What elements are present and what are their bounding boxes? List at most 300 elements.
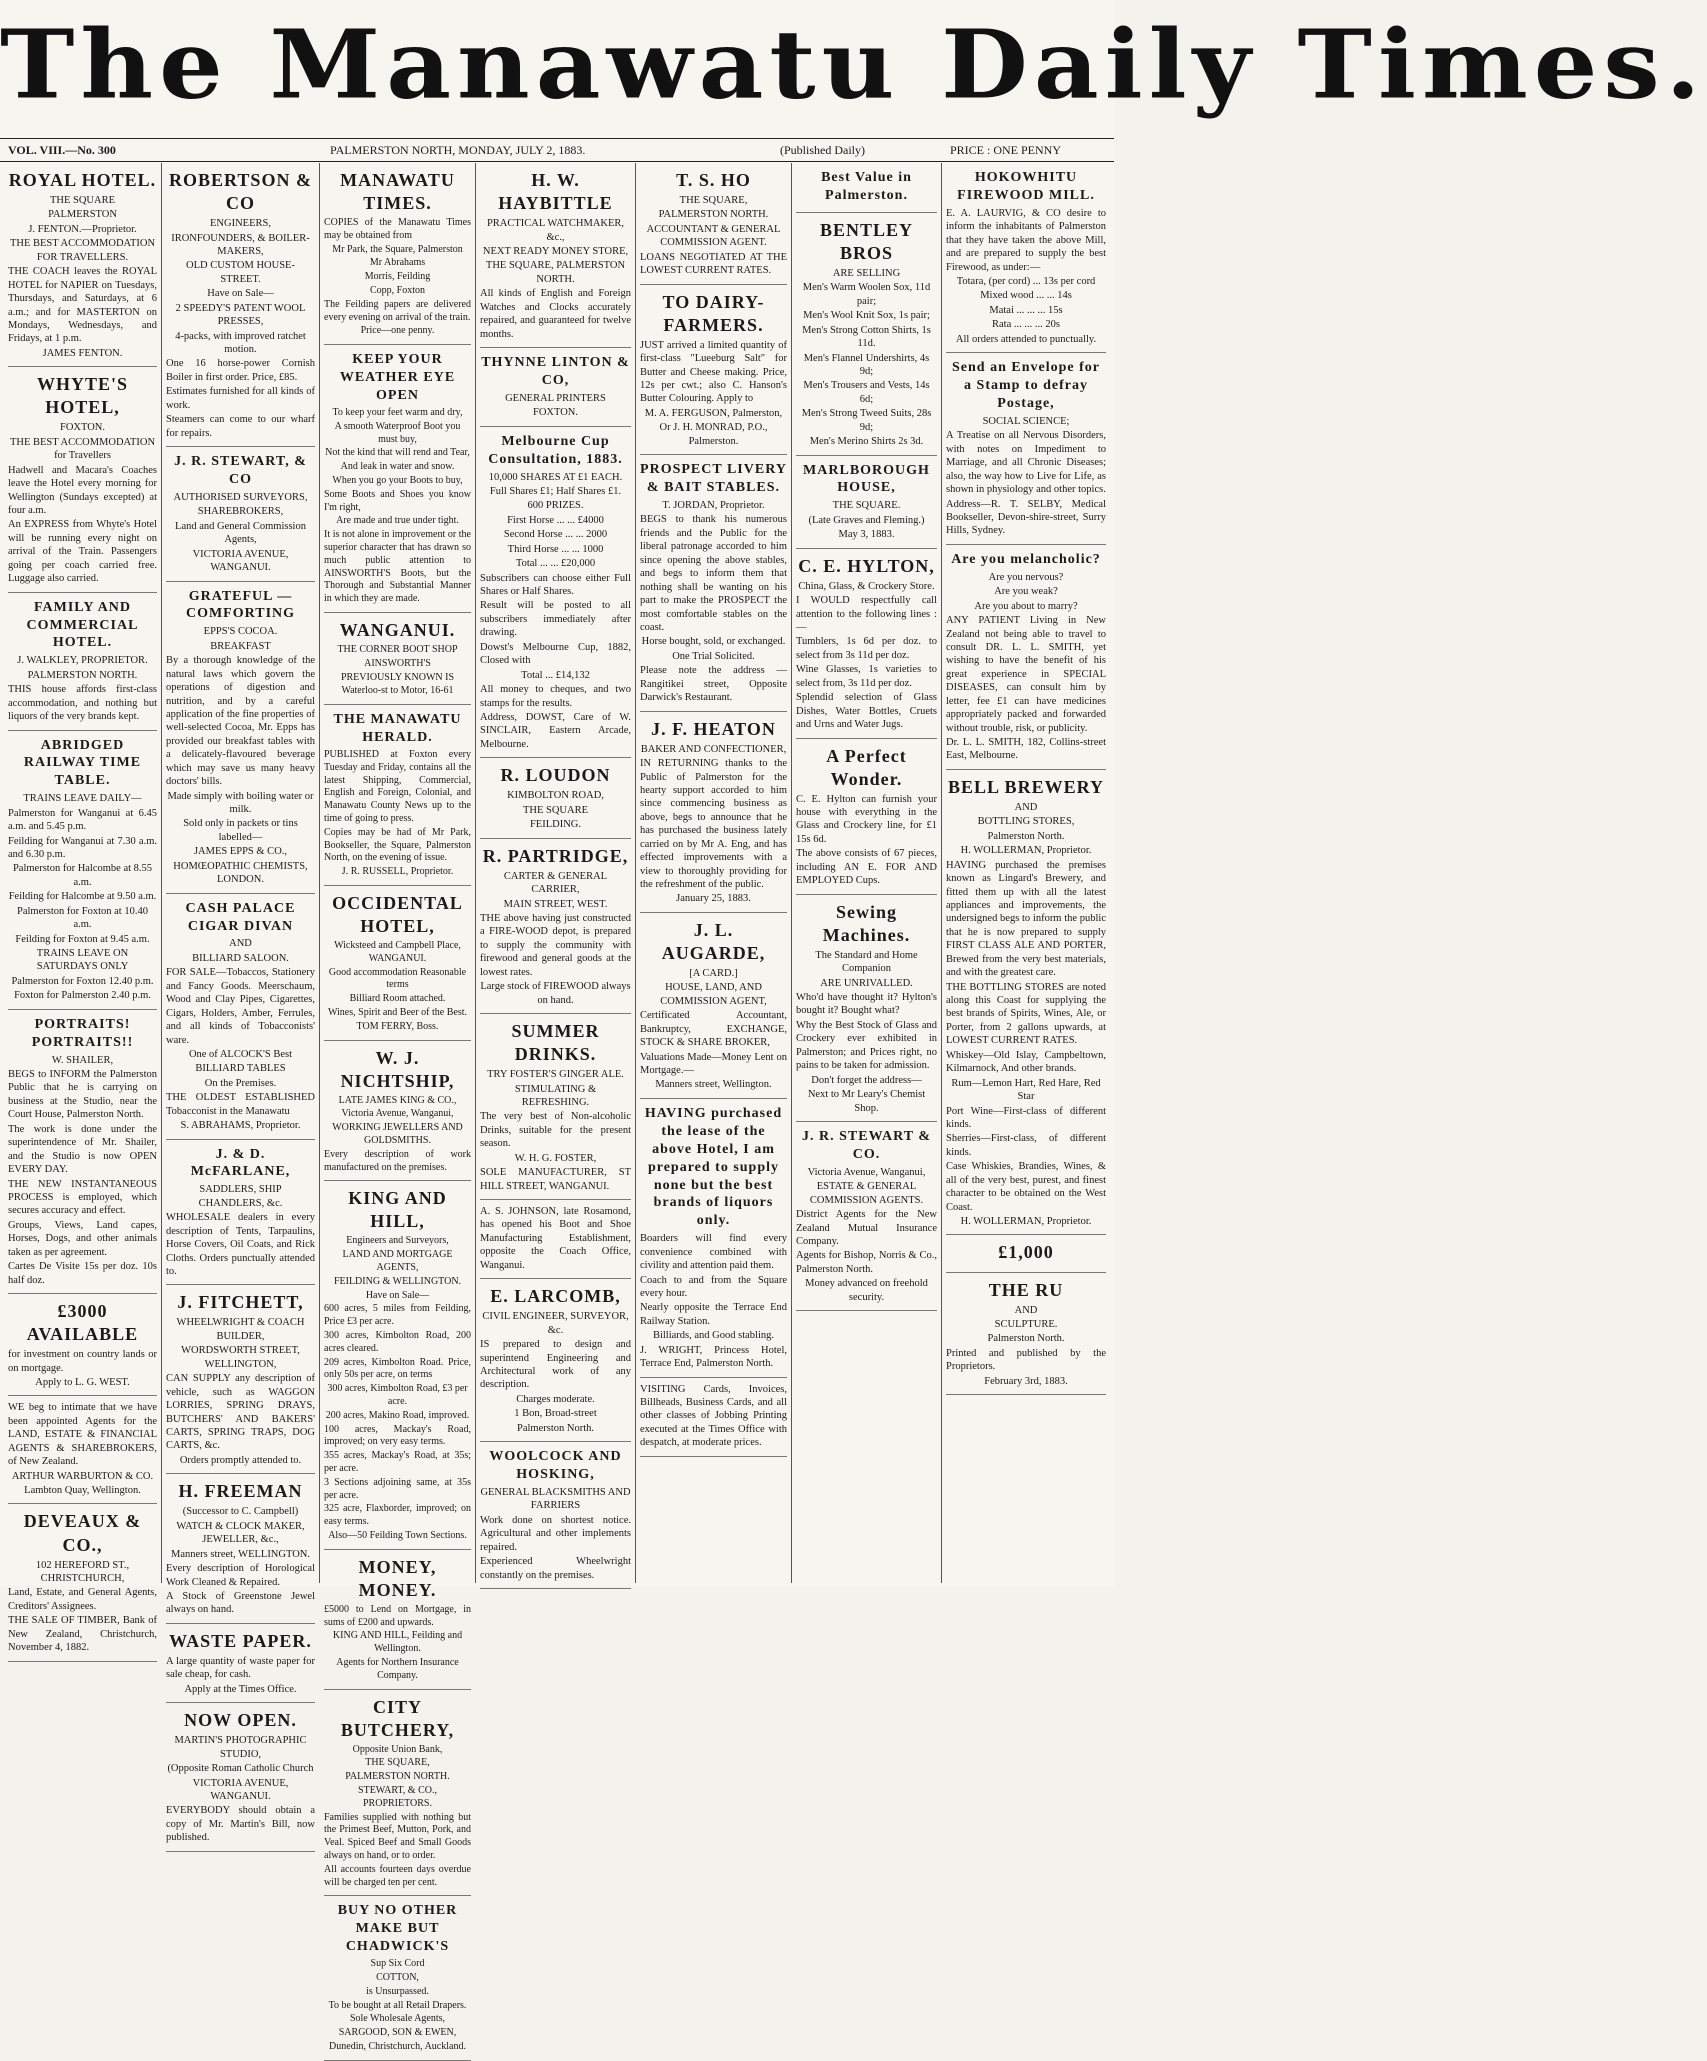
ad-text: Palmerston for Foxton 12.40 p.m. (11, 975, 154, 987)
ad-heading: HOKOWHITU FIREWOOD MILL. (957, 170, 1095, 203)
ad-text: And leak in water and snow. (340, 461, 455, 473)
ad-text: IN RETURNING thanks to the Public of Palmerston for the hearty support accorded to him since commencing business as above, begs to announce that he has purchased the business lately carried on by Mr A. Eng, and has effected improvements with a view to thoroughly providing for the refreshment of the public. (640, 758, 787, 890)
ad-text: THIS house affords first-class accommodation, and nothing but liquors of the very brands kept. (8, 684, 157, 723)
ad-text: WORDSWORTH STREET, WELLINGTON, (181, 1345, 300, 1370)
ad-text: 355 acres, Mackay's Road, at 35s; per acre. (324, 1450, 471, 1474)
ad-text: Men's Merino Shirts 2s 3d. (809, 436, 924, 448)
ad-text: SARGOOD, SON & EWEN, (338, 2027, 457, 2039)
ad-text: THE above having just constructed a FIRE-WOOD depot, is prepared to supply the community with firewood and general goods at the lowest rates. (480, 912, 631, 978)
ad-text: ARE SELLING (832, 267, 901, 279)
ad-text: (Opposite Roman Catholic Church (167, 1763, 314, 1775)
ad-text: Apply at the Times Office. (184, 1683, 297, 1695)
ad-heading: BENTLEY BROS (819, 219, 914, 263)
ad-text: One 16 horse-power Cornish Boiler in first order. Price, £85. (166, 358, 315, 383)
ad-text: FEILDING & WELLINGTON. (333, 1275, 462, 1287)
ad-text: Wicksteed and Campbell Place, WANGANUI. (334, 939, 461, 964)
ad-text: Every description of work manufactured on the premises. (324, 1148, 471, 1173)
ad-text: I WOULD respectfully call attention to the following lines :— (796, 595, 937, 634)
ad-text: Palmerston for Foxton at 10.40 a.m. (17, 905, 148, 931)
ad-heading: DEVEAUX & CO., (23, 1511, 142, 1555)
ad-text: ARE UNRIVALLED. (820, 977, 913, 989)
advertisement (324, 1550, 471, 1690)
ad-text: C. E. Hylton can furnish your house with everything in the Glass and Crockery line, for £1 15s 6d. (796, 793, 937, 845)
ad-heading: J. L. AUGARDE, (661, 919, 766, 963)
ad-text: BAKER AND CONFECTIONER, (640, 743, 787, 755)
ad-text: Have on Sale— (207, 288, 274, 300)
ad-text: BEGS to INFORM the Palmerston Public that he is carrying on business at the Studio, near the Court House, Palmerston North. (8, 1069, 157, 1121)
ad-text: W. H. G. FOSTER, (514, 1152, 597, 1164)
ad-text: AND (1014, 801, 1038, 813)
advertisement (8, 731, 157, 1010)
ad-text: 2 SPEEDY'S PATENT WOOL PRESSES, (175, 302, 306, 328)
ad-text: Dowst's Melbourne Cup, 1882, Closed with (480, 641, 631, 667)
ad-text: LAND AND MORTGAGE AGENTS, (342, 1249, 453, 1274)
ad-text: THE SQUARE, (365, 1757, 430, 1769)
advertisement (324, 705, 471, 886)
ad-heading: ROBERTSON & CO (169, 170, 312, 214)
ad-heading: T. S. HO (676, 170, 751, 190)
ad-text: EPPS'S COCOA. (203, 626, 278, 638)
column-7 (942, 163, 1110, 1583)
ad-heading: J. FITCHETT, (177, 1292, 304, 1313)
ad-text: Sold only in packets or tins labelled— (183, 818, 298, 843)
ad-text: The above consists of 67 pieces, including AN E. FOR AND EMPLOYED Cups. (796, 848, 937, 887)
column-6 (792, 163, 942, 1583)
ad-heading: WOOLCOCK AND HOSKING, (489, 1449, 622, 1483)
advertisement (324, 163, 471, 345)
ad-text: Who'd have thought it? Hylton's bought it? Bought what? (796, 992, 937, 1017)
advertisement (324, 1181, 471, 1549)
ad-text: FOR SALE—Tobaccos, Stationery and Fancy Goods. Meerschaum, Wood and Clay Pipes, Cigarettes, Cigars, Holders, Amber, Ferrules, and all kinds of Tobacconists' ware. (166, 967, 315, 1046)
ad-text: PALMERSTON NORTH. (658, 209, 769, 221)
ad-text: The Standard and Home Companion (815, 949, 918, 975)
ad-text: China, Glass, & Crockery Store. (798, 580, 935, 592)
ad-text: Are you about to marry? (974, 600, 1078, 612)
ad-text: GENERAL PRINTERS (505, 392, 606, 404)
ad-heading: Melbourne Cup Consultation, 1883. (488, 433, 623, 467)
ad-text: LATE JAMES KING & CO., (338, 1094, 457, 1106)
ad-heading: SUMMER DRINKS. (511, 1021, 600, 1065)
ad-text: Experienced Wheelwright constantly on the premises. (480, 1556, 631, 1581)
published-note: (Published Daily) (780, 143, 865, 157)
ad-text: It is not alone in improvement or the superior character that has drawn so much public attention to AINSWORTH'S Boots, but the Thorough and Substantial Manner in which they are made. (324, 529, 471, 605)
ad-text: Orders promptly attended to. (179, 1454, 302, 1466)
ad-text: THE SALE OF TIMBER, Bank of New Zealand, Christchurch, November 4, 1882. (8, 1615, 157, 1654)
ad-text: Morris, Feilding (364, 271, 431, 283)
ad-text: SCULPTURE. (994, 1318, 1058, 1330)
ad-text: Totara, (per cord) ... 13s per cord (956, 276, 1096, 287)
ad-text: Port Wine—First-class of different kinds. (946, 1105, 1106, 1130)
ad-text: All money to cheques, and two stamps for the results. (480, 684, 631, 709)
advertisement (166, 447, 315, 581)
ad-text: WHOLESALE dealers in every description of Tents, Tarpaulins, Horse Covers, Oil Coats, and Rick Cloths. Orders punctually attended to. (166, 1212, 315, 1277)
ad-text: THE BEST ACCOMMODATION for Travellers (9, 436, 156, 462)
ad-text: Mr Park, the Square, Palmerston (332, 243, 463, 255)
ad-text: Are you nervous? (988, 571, 1064, 583)
advertisement (8, 1294, 157, 1396)
ad-text: To be bought at all Retail Drapers. (328, 1999, 467, 2011)
ad-text: MARTIN'S PHOTOGRAPHIC STUDIO, (174, 1735, 307, 1760)
ad-text: FEILDING. (529, 819, 582, 831)
ad-text: Land, Estate, and General Agents, Creditors' Assignees. (8, 1587, 157, 1612)
ad-text: H. WOLLERMAN, Proprietor. (960, 1216, 1092, 1228)
ad-text: Second Horse ... ... 2000 (503, 529, 608, 541)
ad-heading: MONEY, MONEY. (358, 1556, 437, 1600)
ad-text: IRONFOUNDERS, & BOILER-MAKERS, (171, 232, 310, 257)
ad-text: February 3rd, 1883. (984, 1375, 1068, 1387)
ad-text: Why the Best Stock of Glass and Crockery ever exhibited in Palmerston; and Prices right, no pains to be taken for admission. (796, 1019, 937, 1072)
ad-text: By a thorough knowledge of the natural laws which govern the operations of digestion and nutrition, and by a careful application of the fine properties of well-selected Cocoa, Mr. Epps has provided our breakfast tables with a delicately-flavoured beverage which may save us many heavy doctors' bills. (166, 655, 315, 788)
ad-text: SOCIAL SCIENCE; (982, 415, 1070, 427)
ad-text: THE NEW INSTANTANEOUS PROCESS is employed, which secures accuracy and effect. (8, 1178, 157, 1217)
ad-heading: R. LOUDON (500, 765, 611, 786)
ad-text: One Trial Solicited. (672, 650, 755, 662)
ad-text: Total ... ... £20,000 (515, 558, 596, 570)
ad-text: 300 acres, Kimbolton Road, £3 per acre. (327, 1383, 468, 1408)
ad-heading: CASH PALACE CIGAR DIVAN (185, 900, 296, 934)
ad-text: All kinds of English and Foreign Watches and Clocks accurately repaired, and guaranteed for twelve months. (480, 288, 631, 340)
ad-heading: ROYAL HOTEL. (8, 170, 157, 190)
advertisement (480, 1014, 631, 1200)
ad-text: Also—50 Feilding Town Sections. (328, 1529, 467, 1541)
column-4 (476, 163, 636, 1583)
ad-text: Feilding for Halcombe at 9.50 a.m. (8, 891, 157, 903)
ad-heading: C. E. HYLTON, (798, 555, 935, 576)
ad-text: Manners street, WELLINGTON. (171, 1548, 310, 1560)
ad-heading: WHYTE'S HOTEL, (36, 374, 129, 418)
ad-heading: FAMILY AND COMMERCIAL HOTEL. (26, 599, 139, 651)
advertisement (640, 1099, 787, 1378)
advertisement (8, 1396, 157, 1504)
ad-text: Case Whiskies, Brandies, Wines, & all of the very best, purest, and finest character to be obtained on the West Coast. (946, 1161, 1106, 1213)
ad-text: KIMBOLTON ROAD, (507, 790, 604, 802)
ad-text: THE SQUARE, PALMERSTON NORTH. (485, 260, 626, 285)
ad-text: Men's Trousers and Vests, 14s 6d; (803, 380, 930, 405)
ad-text: Apply to L. G. WEST. (35, 1376, 130, 1388)
advertisement (946, 163, 1106, 353)
advertisement (324, 345, 471, 613)
column-5 (636, 163, 792, 1583)
ad-text: WORKING JEWELLERS AND GOLDSMITHS. (332, 1122, 463, 1146)
ad-text: Printed and published by the Proprietors. (946, 1347, 1106, 1373)
ad-heading: ABRIDGED RAILWAY TIME TABLE. (23, 737, 142, 789)
ad-text: JAMES FENTON. (42, 347, 123, 359)
advertisement (166, 582, 315, 894)
ad-text: Agents for Northern Insurance Company. (336, 1657, 459, 1681)
ad-text: May 3, 1883. (838, 529, 895, 541)
ad-text: Opposite Union Bank, (352, 1743, 443, 1755)
ad-text: 200 acres, Makino Road, improved. (325, 1409, 470, 1421)
ad-text: CAN SUPPLY any description of vehicle, such as WAGGON LORRIES, SPRING DRAYS, BUTCHERS' AND BAKERS' CARTS, SPRING TRAPS, DOG CARTS, &c. (166, 1373, 315, 1452)
ad-text: 1 Bon, Broad-street (514, 1408, 597, 1420)
ad-text: Charges moderate. (516, 1393, 595, 1405)
ad-text: Feilding for Wanganui at 7.30 a.m. and 6.30 p.m. (8, 835, 157, 860)
ad-text: Certificated Accountant, Bankruptcy, EXCHANGE, STOCK & SHARE BROKER, (640, 1010, 787, 1049)
ad-text: When you go your Boots to buy, (332, 474, 463, 486)
ad-text: Hadwell and Macara's Coaches leave the Hotel every morning for Wellington (Sundays excepted) at four a.m. (8, 464, 157, 516)
ad-heading: BELL BREWERY (948, 776, 1104, 797)
advertisement (946, 770, 1106, 1236)
ad-heading: H. FREEMAN (178, 1481, 303, 1502)
ad-text: IS prepared to design and superintend Engineering and Architectural work of any description. (480, 1339, 631, 1391)
ad-text: Wine Glasses, 1s varieties to select from, 3s 11d per doz. (796, 664, 937, 689)
ad-text: M. A. FERGUSON, Palmerston, (644, 407, 783, 419)
ad-text: Wines, Spirit and Beer of the Best. (327, 1006, 467, 1018)
ad-text: Money advanced on freehold security. (805, 1278, 928, 1303)
ad-text: 600 PRIZES. (527, 500, 584, 512)
ad-text: Feilding for Foxton at 9.45 a.m. (15, 933, 150, 945)
ad-heading: KEEP YOUR WEATHER EYE OPEN (339, 352, 456, 404)
ad-text: THE SQUARE (522, 804, 589, 816)
advertisement (166, 1474, 315, 1624)
ad-heading: WASTE PAPER. (169, 1630, 312, 1651)
advertisement (480, 348, 631, 427)
advertisement (480, 839, 631, 1014)
ad-text: Lambton Quay, Wellington. (24, 1485, 141, 1497)
column-1 (4, 163, 162, 1654)
ad-text: TRAINS LEAVE ON SATURDAYS ONLY (36, 948, 129, 973)
advertisement (480, 1442, 631, 1589)
ad-text: AND (229, 938, 252, 950)
ad-text: Palmerston North. (987, 830, 1065, 842)
advertisement (640, 163, 787, 285)
ad-text: HOUSE, LAND, AND COMMISSION AGENT, (660, 982, 767, 1007)
advertisement (640, 1378, 787, 1457)
ad-text: Copp, Foxton (369, 285, 425, 297)
ad-text: WATCH & CLOCK MAKER, JEWELLER, &c., (176, 1520, 305, 1546)
advertisement (166, 1703, 315, 1852)
dateline (0, 138, 1114, 162)
ad-text: To keep your feet warm and dry, (332, 406, 463, 418)
ad-text: JUST arrived a limited quantity of first-class "Lueeburg Salt" for Butter and Cheese making. Price, 12s per cwt.; also C. Hanson's Butter Colouring. Apply to (640, 339, 787, 405)
ad-text: TOM FERRY, Boss. (356, 1020, 439, 1032)
ad-text: THE BEST ACCOMMODATION FOR TRAVELLERS. (9, 238, 156, 263)
ad-text: Sup Six Cord (370, 1958, 425, 1970)
ad-text: THE BOTTLING STORES are noted along this Coast for supplying the best brands of Spirits, Wines, Ale, or Porter, from 2 gallons upwards, at LOWEST CURRENT RATES. (946, 981, 1106, 1047)
ad-heading: THYNNE LINTON & CO, (481, 355, 630, 388)
ad-text: Dr. L. L. SMITH, 182, Collins-street East, Melbourne. (946, 737, 1106, 762)
advertisement (324, 613, 471, 705)
ad-heading: £3000 AVAILABLE (26, 1301, 139, 1345)
ad-text: Dunedin, Christchurch, Auckland. (329, 2040, 466, 2052)
ad-heading: PROSPECT LIVERY & BAIT STABLES. (640, 462, 787, 496)
ad-text: Full Shares £1; Half Shares £1. (489, 485, 622, 497)
advertisement (796, 1122, 937, 1311)
ad-text: NEXT READY MONEY STORE, (482, 245, 629, 257)
ad-text: The Feilding papers are delivered every evening on arrival of the train. (324, 298, 471, 323)
ad-heading: W. J. NICHTSHIP, (340, 1047, 455, 1091)
ad-text: 209 acres, Kimbolton Road. Price, only 50s per acre, on terms (324, 1356, 471, 1381)
ad-text: Boarders will find every convenience combined with civility and attention paid them. (640, 1233, 787, 1272)
ad-text: VISITING Cards, Invoices, Billheads, Business Cards, and all other classes of Jobbing Printing executed at the Times Office with despatch, at moderate prices. (640, 1383, 787, 1449)
ad-text: Not the kind that will rend and Tear, (325, 447, 470, 459)
advertisement (946, 545, 1106, 770)
ad-text: LOANS NEGOTIATED AT THE LOWEST CURRENT RATES. (640, 251, 787, 277)
ad-text: W. SHAILER, (51, 1054, 114, 1066)
advertisement (166, 163, 315, 447)
ad-text: Third Horse ... ... 1000 (507, 543, 604, 555)
ad-text: is Unsurpassed. (366, 1985, 429, 1997)
ad-text: COPIES of the Manawatu Times may be obtained from (324, 217, 471, 241)
ad-text: Cartes De Visite 15s per doz. 10s half doz. (8, 1261, 157, 1286)
advertisement (480, 427, 631, 759)
ad-text: H. WOLLERMAN, Proprietor. (960, 845, 1092, 857)
place-date: PALMERSTON NORTH, MONDAY, JULY 2, 1883. (330, 143, 586, 157)
ad-text: J. WRIGHT, Princess Hotel, Terrace End, Palmerston North. (640, 1344, 787, 1370)
ad-text: SOLE MANUFACTURER, ST HILL STREET, WANGANUI. (480, 1167, 631, 1192)
ad-text: THE SQUARE, (679, 195, 748, 207)
advertisement (640, 913, 787, 1099)
ad-text: Palmerston North. (987, 1333, 1065, 1345)
ad-text: VICTORIA AVENUE, WANGANUI. (192, 548, 289, 574)
advertisement (324, 886, 471, 1041)
ad-text: Result will be posted to all subscribers immediately after drawing. (480, 600, 631, 639)
ad-text: (Late Graves and Fleming.) (808, 514, 925, 526)
ad-text: THE SQUARE. (832, 500, 901, 512)
ad-text: [A CARD.] (689, 967, 738, 979)
ad-heading: THE MANAWATU HERALD. (333, 712, 462, 746)
advertisement (640, 285, 787, 456)
ad-heading: Send an Envelope for a Stamp to defray Postage, (952, 360, 1100, 411)
ad-text: Sole Wholesale Agents, (349, 2013, 446, 2025)
ad-text: Please note the address — Rangitikei street, Opposite Darwick's Restaurant. (640, 665, 787, 704)
ad-text: J. FENTON.—Proprietor. (28, 223, 137, 235)
ad-text: ESTATE & GENERAL COMMISSION AGENTS. (809, 1181, 924, 1206)
ad-text: ACCOUNTANT & GENERAL COMMISSION AGENT. (646, 223, 781, 249)
ad-text: E. A. LAURVIG, & CO desire to inform the inhabitants of Palmerston that they have taken the above Mill, and are prepared to supply the best Firewood, as under:— (946, 207, 1106, 273)
ad-text: SADDLERS, SHIP CHANDLERS, &c. (198, 1184, 283, 1209)
ad-text: THE SQUARE (49, 195, 116, 207)
masthead (0, 0, 1707, 138)
ad-text: Valuations Made—Money Lent on Mortgage.— (640, 1051, 787, 1076)
ad-text: CIVIL ENGINEER, SURVEYOR, &c. (482, 1311, 629, 1336)
ad-text: Foxton for Palmerston 2.40 p.m. (14, 990, 151, 1002)
ad-text: Price—one penny. (360, 325, 435, 337)
ad-heading: HAVING purchased the lease of the above Hotel, I am prepared to supply none but the best brands of liquors only. (644, 1105, 783, 1229)
ad-text: PRACTICAL WATCHMAKER, &c., (486, 218, 625, 243)
ad-text: Men's Wool Knit Sox, 1s pair; (803, 310, 930, 322)
ad-text: AINSWORTH'S (364, 657, 431, 669)
ad-text: Rata ... ... ... 20s (992, 319, 1060, 331)
ad-heading: THE RU (988, 1279, 1064, 1300)
ad-text: AND (1014, 1304, 1038, 1316)
advertisement (8, 1504, 157, 1661)
advertisement (480, 1279, 631, 1442)
ad-text: Splendid selection of Glass Dishes, Water Bottles, Cruets and Urns and Water Jugs. (796, 692, 937, 731)
ad-text: Large stock of FIREWOOD always on hand. (480, 981, 631, 1006)
ad-text: (Successor to C. Campbell) (182, 1506, 299, 1518)
ad-text: Some Boots and Shoes you know I'm right, (324, 488, 471, 513)
advertisement (324, 1041, 471, 1182)
ad-text: Address—R. T. SELBY, Medical Bookseller, Devon-shire-street, Surry Hills, Sydney. (946, 498, 1106, 537)
advertisement (8, 163, 157, 367)
advertisement (324, 1896, 471, 2060)
advertisement (640, 455, 787, 711)
ad-heading: J. R. STEWART, & CO (174, 454, 307, 487)
advertisement (640, 712, 787, 913)
ad-text: Have on Sale— (365, 1289, 430, 1301)
ad-heading: Best Value in Palmerston. (821, 170, 912, 203)
advertisement (946, 1273, 1106, 1396)
advertisement (946, 353, 1106, 545)
ad-text: J. WALKLEY, PROPRIETOR. (17, 655, 148, 667)
ad-text: THE COACH leaves the ROYAL HOTEL for NAPIER on Tuesdays, Thursdays, and Saturdays, at 6 a.m.; and for MASTERTON on Mondays, Wednesdays, and Fridays, at 1 p.m. (8, 266, 157, 345)
ad-text: TRAINS LEAVE DAILY— (23, 793, 142, 805)
advertisement (166, 1285, 315, 1474)
advertisement (324, 1690, 471, 1897)
ad-text: KING AND HILL, Feilding and Wellington. (332, 1630, 463, 1655)
ad-text: Next to Mr Leary's Chemist Shop. (807, 1089, 926, 1114)
ad-text: Coach to and from the Square every hour. (640, 1274, 787, 1299)
ad-text: Steamers can come to our wharf for repairs. (166, 414, 315, 439)
advertisement (796, 549, 937, 739)
ad-text: Agents for Bishop, Norris & Co., Palmerston North. (796, 1250, 937, 1275)
ad-text: Sherries—First-class, of different kinds. (946, 1133, 1106, 1158)
ad-text: BREAKFAST (210, 640, 271, 652)
ad-text: Whiskey—Old Islay, Campbeltown, Kilmarnock, And other brands. (946, 1049, 1106, 1075)
advertisement (166, 894, 315, 1140)
ad-text: 600 acres, 5 miles from Feilding, Price £3 per acre. (324, 1303, 471, 1328)
ad-text: VICTORIA AVENUE, WANGANUI. (192, 1777, 289, 1802)
ad-text: Total ... £14,132 (521, 669, 590, 681)
ad-text: One of ALCOCK'S Best (188, 1048, 293, 1060)
ad-heading: Sewing Machines. (822, 901, 911, 945)
ad-text: WE beg to intimate that we have been appointed Agents for the LAND, ESTATE & FINANCIAL AGENTS & SHAREBROKERS, of New Zealand. (8, 1402, 157, 1468)
ad-text: PREVIOUSLY KNOWN IS (340, 671, 455, 683)
ad-heading: OCCIDENTAL HOTEL, (332, 892, 463, 936)
ad-text: Men's Strong Cotton Shirts, 1s 11d. (802, 324, 931, 350)
ad-text: Good accommodation Reasonable terms (328, 966, 467, 991)
ad-text: TRY FOSTER'S GINGER ALE. (487, 1069, 624, 1081)
advertisement (796, 895, 937, 1122)
ad-text: EVERYBODY should obtain a copy of Mr. Martin's Bill, now published. (166, 1805, 315, 1844)
ad-text: OLD CUSTOM HOUSE-STREET. (186, 260, 295, 285)
ad-text: Don't forget the address— (811, 1074, 922, 1086)
advertisement (480, 163, 631, 348)
advertisement (946, 1235, 1106, 1272)
ad-text: 102 HEREFORD ST., CHRISTCHURCH, (35, 1559, 130, 1584)
ad-text: Men's Flannel Undershirts, 4s 9d; (803, 352, 930, 377)
ad-heading: BUY NO OTHER MAKE BUT CHADWICK'S (337, 1903, 458, 1955)
ad-text: HAVING purchased the premises known as Lingard's Brewery, and fitted them up with all the latest appliances and improvements, the undersigned begs to inform the public that he is now prepared to supply FIRST CLASS ALE AND PORTER, Brewed from the very best materials, and with the greatest care. (946, 859, 1106, 979)
ad-text: Billiards, and Good stabling. (652, 1330, 775, 1342)
ad-text: A smooth Waterproof Boot you must buy, (334, 420, 461, 445)
ad-text: CARTER & GENERAL CARRIER, (503, 870, 608, 896)
ad-text: Men's Warm Woolen Sox, 11d pair; (802, 282, 931, 307)
ad-text: S. ABRAHAMS, Proprietor. (180, 1120, 301, 1132)
ad-text: THE CORNER BOOT SHOP (337, 643, 458, 655)
ad-text: ARTHUR WARBURTON & CO. (11, 1470, 154, 1482)
ad-text: District Agents for the New Zealand Mutual Insurance Company. (796, 1209, 937, 1247)
ad-text: First Horse ... ... £4000 (507, 514, 604, 526)
ad-text: ENGINEERS, (210, 218, 271, 230)
advertisement (796, 163, 937, 213)
ad-text: A Stock of Greenstone Jewel always on hand. (166, 1590, 315, 1616)
ad-text: JAMES EPPS & CO., (193, 846, 288, 858)
ad-text: Nearly opposite the Terrace End Railway Station. (640, 1302, 787, 1327)
ad-text: Or J. H. MONRAD, P.O., Palmerston. (659, 422, 768, 447)
ad-text: Matai ... ... ... 15s (989, 304, 1063, 316)
ad-text: BILLIARD TABLES (195, 1063, 286, 1075)
ad-heading: GRATEFUL — COMFORTING (185, 588, 296, 622)
ad-text: AUTHORISED SURVEYORS, (173, 491, 308, 503)
ad-text: A. S. JOHNSON, late Rosamond, has opened his Boot and Shoe Manufacturing Establishment, opposite the Coach Office, Wanganui. (480, 1206, 631, 1271)
ad-text: 325 acre, Flaxborder, improved; on easy terms. (324, 1503, 471, 1528)
ad-text: Rum—Lemon Hart, Red Hare, Red Star (951, 1077, 1101, 1103)
ad-heading: H. W. HAYBITTLE (498, 170, 613, 214)
ad-text: Palmerston North. (517, 1422, 594, 1434)
advertisement (8, 593, 157, 731)
